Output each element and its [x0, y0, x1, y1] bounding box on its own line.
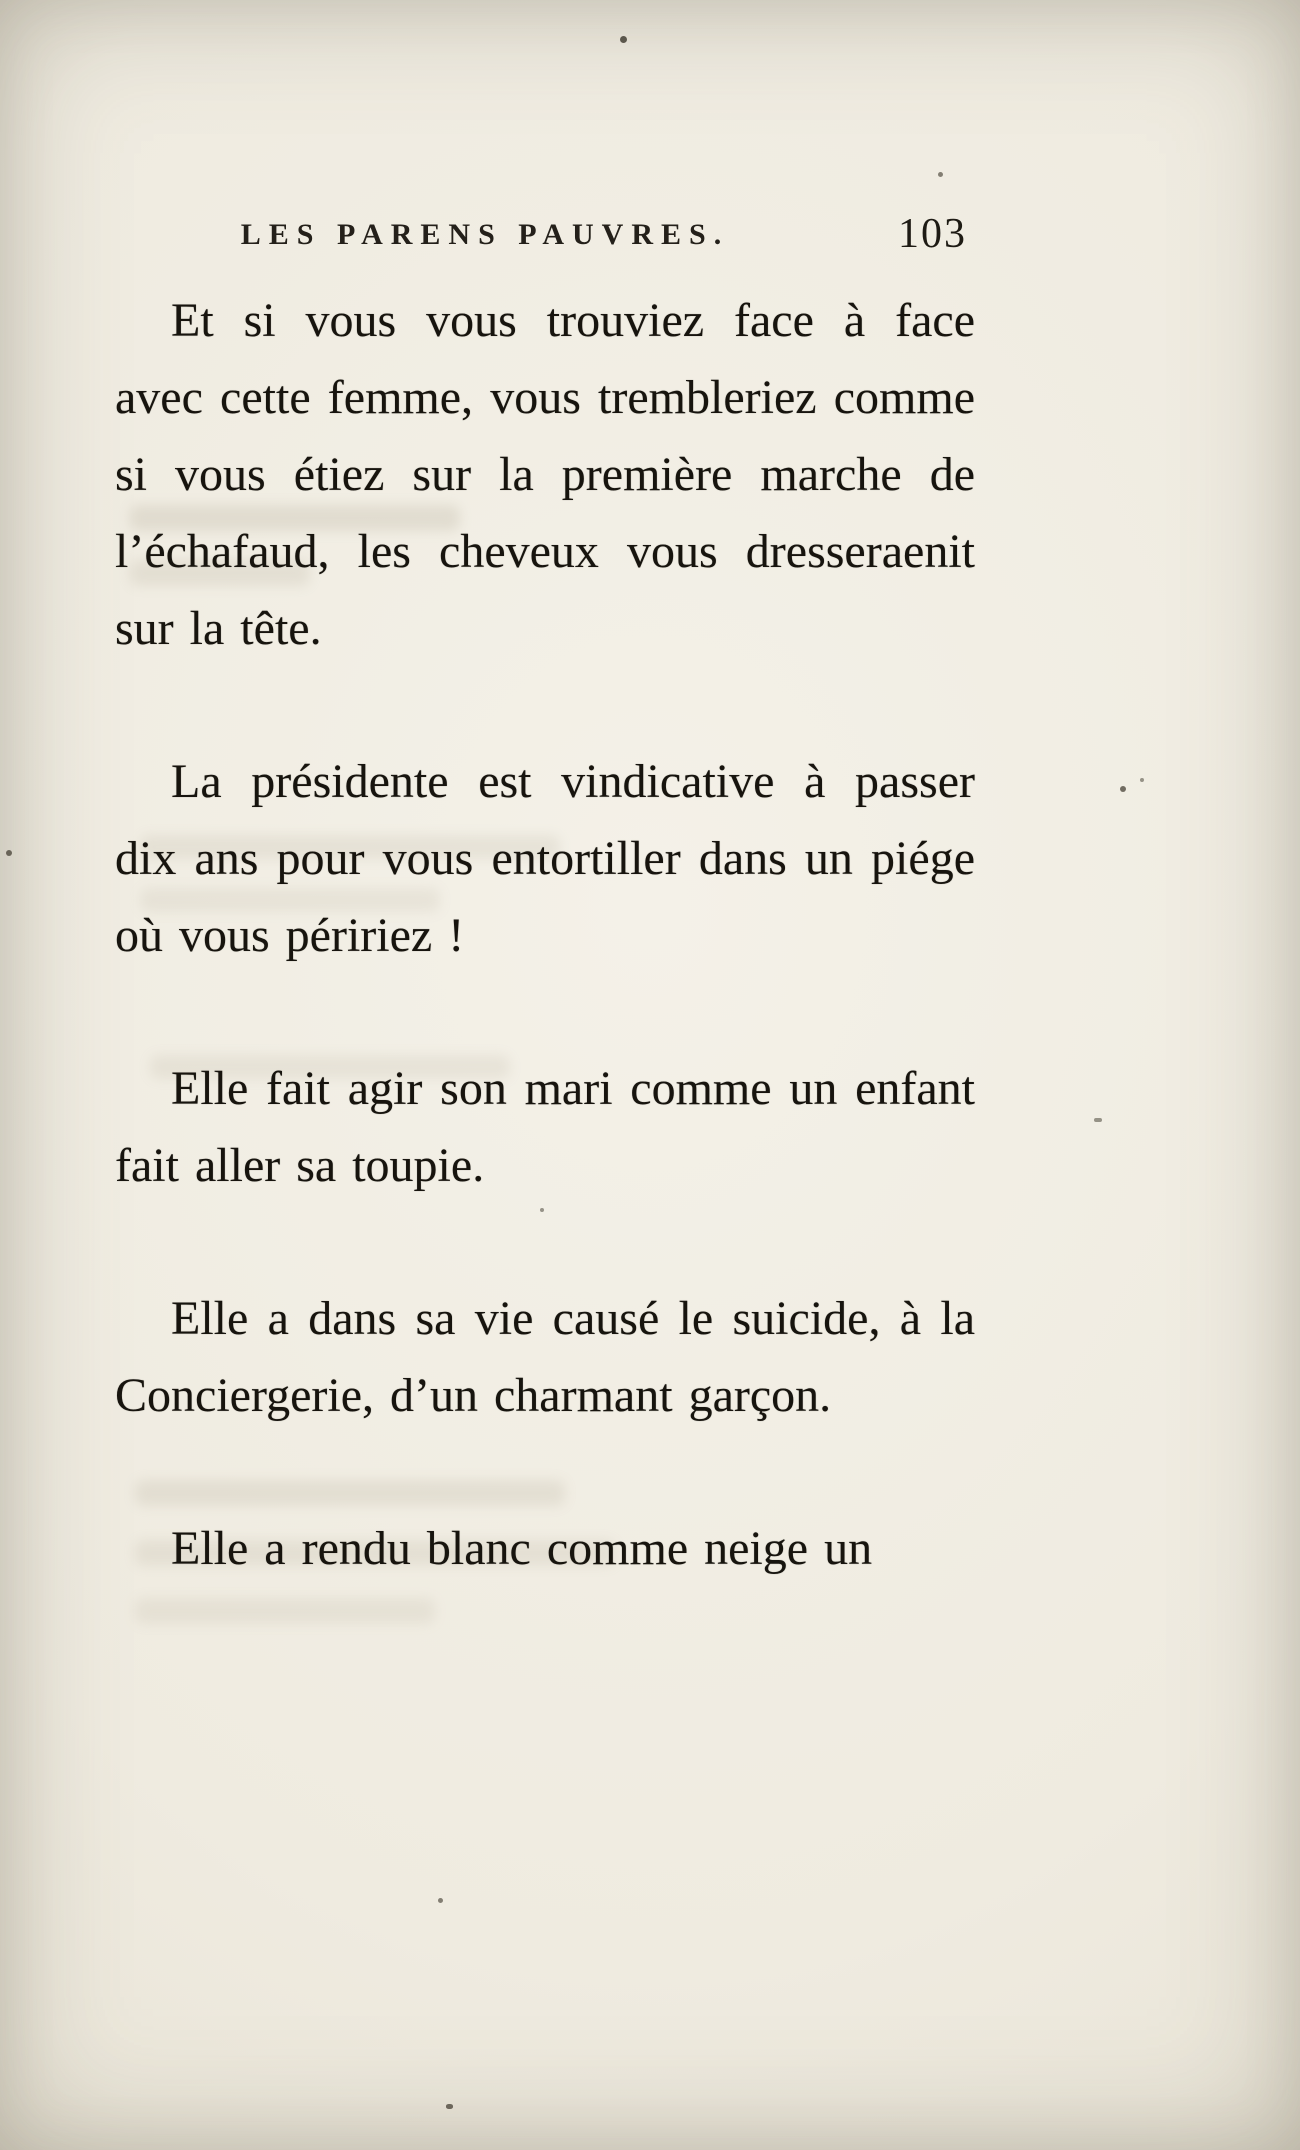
running-title: LES PARENS PAUVRES.: [240, 218, 730, 251]
page-number: 103: [898, 211, 967, 257]
scan-speck: [438, 1898, 443, 1903]
scan-speck: [1120, 786, 1126, 792]
paragraph-3: Elle fait agir son mari comme un enfant fait aller sa toupie.: [115, 1062, 975, 1192]
scan-speck: [1094, 1118, 1102, 1122]
body-text: [115, 282, 975, 1663]
scan-speck: [938, 172, 943, 177]
paragraph-2: La présidente est vindicative à passer dix ans pour vous entortiller dans un piége où vous péririez !: [115, 755, 975, 962]
paragraph-5: Elle a rendu blanc comme neige un: [171, 1522, 873, 1575]
scan-speck: [446, 2104, 453, 2109]
scan-speck: [6, 850, 12, 856]
page-header: [115, 211, 975, 278]
scan-speck: [620, 36, 627, 43]
paragraph-4: Elle a dans sa vie causé le suicide, à la Conciergerie, d’un charmant garçon.: [115, 1292, 975, 1422]
paragraph-1: Et si vous vous trouviez face à face avec cette femme, vous trembleriez comme si vous étiez sur la première marche de l’échafaud, les cheveux vous dresseraenit sur la tête.: [115, 294, 975, 655]
scan-speck: [1140, 778, 1144, 782]
